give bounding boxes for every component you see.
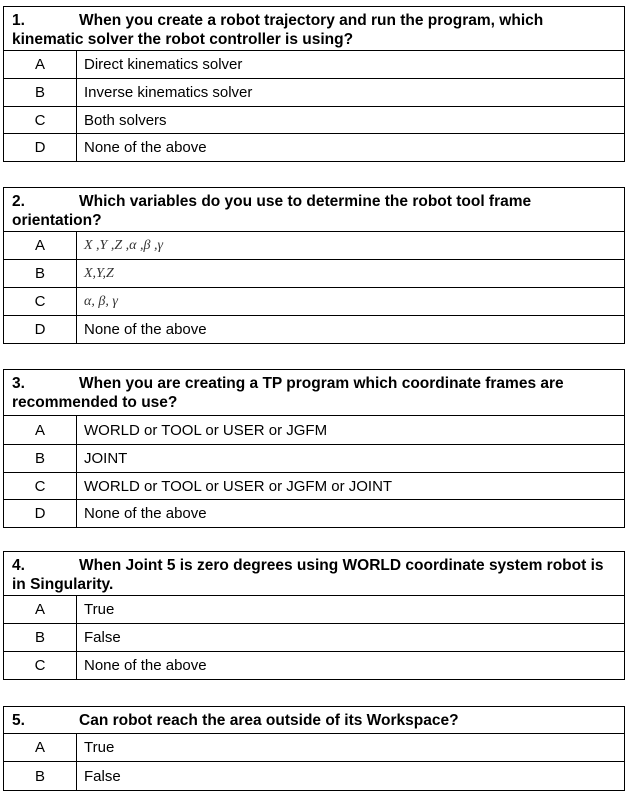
option-letter: A (4, 416, 77, 444)
option-text: WORLD or TOOL or USER or JGFM (84, 421, 328, 439)
question-header (4, 552, 624, 596)
question-3-table (3, 369, 625, 528)
option-text: α, β, γ (84, 293, 118, 309)
option-row (4, 445, 624, 473)
option-letter: B (4, 79, 77, 106)
option-text: Inverse kinematics solver (84, 84, 253, 101)
question-number: 2. (12, 193, 25, 210)
option-text: Direct kinematics solver (84, 56, 243, 73)
option-letter: D (4, 500, 77, 527)
option-text: JOINT (84, 450, 128, 467)
option-row (4, 416, 624, 445)
option-letter: D (4, 134, 77, 161)
option-text: Both solvers (84, 111, 167, 129)
option-text: False (84, 629, 121, 646)
option-letter: B (4, 624, 77, 651)
question-text: When Joint 5 is zero degrees using WORLD coordinate system robot is in Singularity. (12, 557, 604, 593)
question-header (4, 707, 624, 734)
option-letter: B (4, 260, 77, 287)
option-text: None of the above (84, 321, 207, 338)
question-5-table (3, 706, 625, 791)
option-row (4, 316, 624, 343)
question-header (4, 188, 624, 232)
option-letter: C (4, 473, 77, 499)
option-letter: B (4, 445, 77, 472)
option-row (4, 762, 624, 790)
option-letter: B (4, 762, 77, 790)
option-letter: A (4, 596, 77, 623)
option-letter: A (4, 51, 77, 78)
option-row (4, 232, 624, 260)
question-text: When you create a robot trajectory and run the program, which kinematic solver the robot controller is using? (12, 12, 544, 48)
option-text: X ,Y ,Z ,α ,β ,γ (84, 237, 163, 253)
option-text: True (84, 739, 115, 756)
question-number: 3. (12, 375, 25, 392)
question-4-table (3, 551, 625, 680)
option-row (4, 624, 624, 652)
question-header (4, 370, 624, 416)
option-row (4, 79, 624, 107)
option-row (4, 500, 624, 527)
option-row (4, 734, 624, 762)
option-row (4, 51, 624, 79)
option-letter: A (4, 734, 77, 761)
option-text: True (84, 601, 115, 618)
question-2-table (3, 187, 625, 344)
question-1-table (3, 6, 625, 162)
option-row (4, 288, 624, 316)
question-number: 5. (12, 712, 25, 729)
option-row (4, 473, 624, 500)
question-number: 1. (12, 12, 25, 29)
question-header (4, 7, 624, 51)
option-row (4, 134, 624, 161)
option-letter: D (4, 316, 77, 343)
option-row (4, 652, 624, 679)
option-text: None of the above (84, 139, 207, 156)
option-text: None of the above (84, 505, 207, 522)
option-text: False (84, 767, 121, 785)
option-letter: A (4, 232, 77, 259)
option-letter: C (4, 288, 77, 315)
option-text: X,Y,Z (84, 265, 114, 281)
question-number: 4. (12, 557, 25, 574)
question-text: Which variables do you use to determine the robot tool frame orientation? (12, 193, 532, 229)
option-text: WORLD or TOOL or USER or JGFM or JOINT (84, 477, 393, 495)
option-letter: C (4, 107, 77, 133)
option-row (4, 596, 624, 624)
option-row (4, 107, 624, 134)
option-letter: C (4, 652, 77, 679)
question-text: When you are creating a TP program which coordinate frames are recommended to use? (12, 375, 564, 411)
question-text: Can robot reach the area outside of its Workspace? (79, 712, 459, 729)
option-row (4, 260, 624, 288)
option-text: None of the above (84, 657, 207, 674)
